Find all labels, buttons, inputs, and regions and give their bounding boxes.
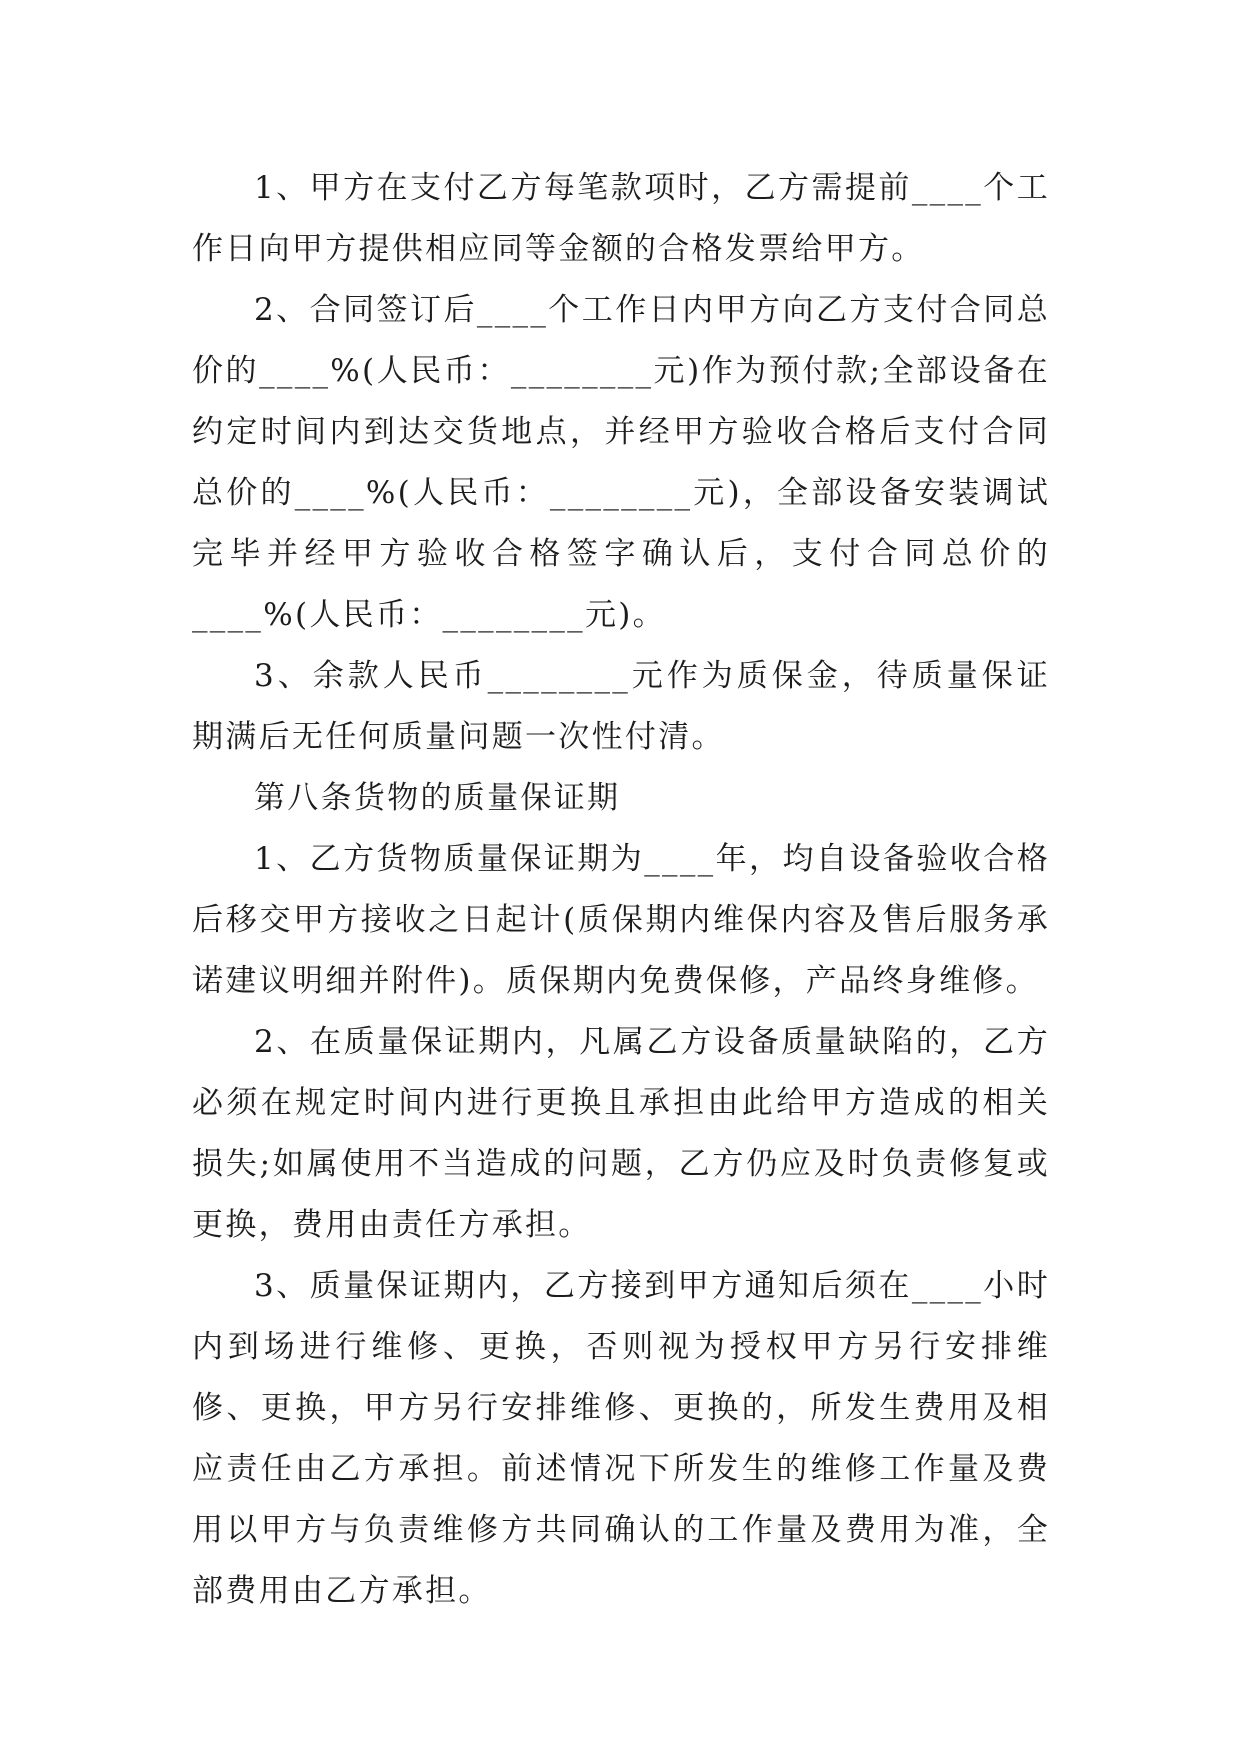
clause-onsite-repair: 3、质量保证期内，乙方接到甲方通知后须在____小时内到场进行维修、更换，否则视为授权甲方另行安排维修、更换，甲方另行安排维修、更换的，所发生费用及相应责任由乙方承担。前述情况下所发生的维修工作量及费用以甲方与负责维修方共同确认的工作量及费用为准，全部费用由乙方承担。: [192, 1268, 1050, 1609]
clause-invoice: 1、甲方在支付乙方每笔款项时，乙方需提前____个工作日向甲方提供相应同等金额的合格发票给甲方。: [192, 170, 1050, 267]
clause-payment-schedule: 2、合同签订后____个工作日内甲方向乙方支付合同总价的____%(人民币：________元)作为预付款;全部设备在约定时间内到达交货地点，并经甲方验收合格后支付合同总价的____%(人民币：________元)，全部设备安装调试完毕并经甲方验收合格签字确认后，支付合同总价的____%(人民币：________元)。: [192, 292, 1050, 633]
clause-warranty-period: 1、乙方货物质量保证期为____年，均自设备验收合格后移交甲方接收之日起计(质保期内维保内容及售后服务承诺建议明细并附件)。质保期内免费保修，产品终身维修。: [192, 841, 1050, 999]
clause-retention-money: 3、余款人民币________元作为质保金，待质量保证期满后无任何质量问题一次性付清。: [192, 658, 1050, 755]
section-heading-article-8: 第八条货物的质量保证期: [254, 780, 621, 816]
document-body: [192, 158, 1050, 1622]
clause-defect-replacement: 2、在质量保证期内，凡属乙方设备质量缺陷的，乙方必须在规定时间内进行更换且承担由此给甲方造成的相关损失;如属使用不当造成的问题，乙方仍应及时负责修复或更换，费用由责任方承担。: [192, 1024, 1050, 1243]
